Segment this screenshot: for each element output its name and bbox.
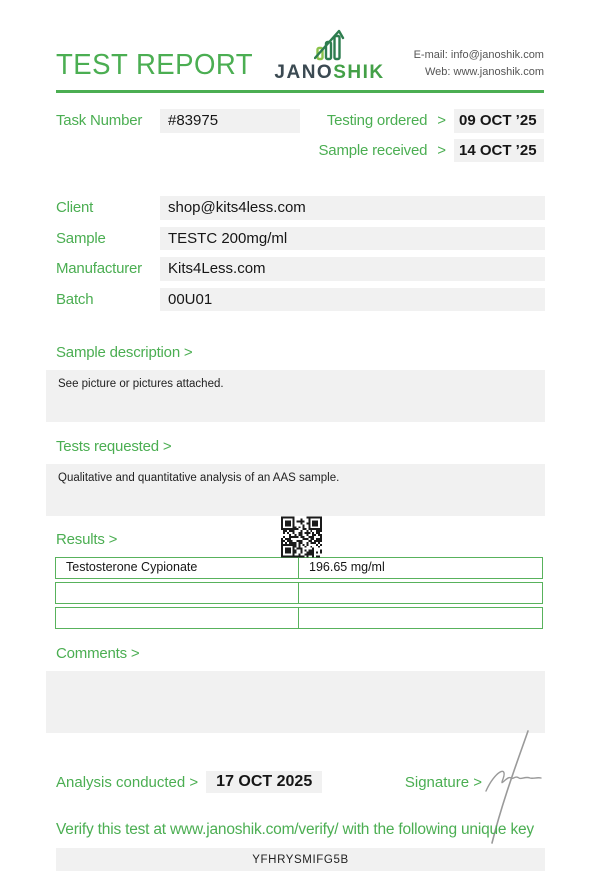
analysis-conducted-value: 17 OCT 2025 (206, 771, 322, 793)
result-concentration (299, 608, 542, 628)
manufacturer-row (56, 257, 545, 281)
contact-block (414, 47, 544, 82)
table-row (55, 607, 543, 629)
tests-requested-box: Qualitative and quantitative analysis of an AAS sample. (46, 464, 545, 516)
email-value: info@janoshik.com (450, 48, 544, 61)
contact-web-line (414, 64, 544, 82)
batch-label: Batch (56, 290, 94, 308)
contact-email-line (414, 47, 544, 65)
sample-received-value: 14 OCT ’25 (454, 139, 544, 163)
result-concentration: 196.65 mg/ml (309, 560, 385, 574)
testing-ordered-label: Testing ordered (326, 112, 428, 130)
page-title: TEST REPORT (56, 49, 254, 81)
manufacturer-label: Manufacturer (56, 260, 142, 278)
unique-key-value: YFHRYSMIFG5B (56, 848, 545, 871)
header (0, 0, 600, 82)
task-dates-row (56, 109, 544, 162)
testing-ordered-arrow: > (437, 112, 446, 130)
tests-requested-heading: Tests requested > (56, 438, 172, 455)
testing-ordered-value: 09 OCT ’25 (454, 109, 544, 133)
batch-row (56, 288, 545, 312)
sample-received-label: Sample received (318, 141, 428, 159)
result-substance: Testosterone Cypionate (56, 558, 299, 578)
comments-heading: Comments > (56, 645, 140, 662)
result-concentration (299, 583, 542, 603)
web-value: www.janoshik.com (453, 66, 544, 79)
analysis-conducted-label: Analysis conducted > (56, 773, 199, 791)
results-section (0, 516, 600, 629)
batch-value: 00U01 (160, 288, 545, 312)
janoshik-logo (274, 28, 384, 82)
results-heading: Results > (56, 531, 118, 548)
comments-box (46, 671, 545, 733)
sample-value: TESTC 200mg/ml (160, 227, 545, 251)
sample-description-heading: Sample description > (56, 344, 193, 361)
task-number-label: Task Number (56, 112, 143, 130)
verify-section (56, 821, 545, 871)
logo-text-jano: JANO (274, 62, 334, 83)
task-number-value: #83975 (160, 109, 300, 133)
table-row (55, 582, 543, 604)
sample-received-row (319, 139, 545, 163)
logo-wordmark (274, 63, 384, 82)
web-label: Web: (424, 66, 451, 79)
sample-info-block (56, 196, 545, 311)
header-divider (56, 90, 544, 93)
signature-label: Signature > (404, 773, 482, 791)
growth-chart-icon (314, 28, 346, 62)
qr-code (281, 515, 322, 559)
client-label: Client (56, 199, 94, 217)
client-row (56, 196, 545, 220)
sample-description-box: See picture or pictures attached. (46, 370, 545, 422)
footer-row (56, 771, 544, 793)
logo-text-shik: SHIK (333, 62, 385, 83)
result-substance (56, 608, 299, 628)
sample-label: Sample (56, 229, 106, 247)
client-value: shop@kits4less.com (160, 196, 545, 220)
email-label: E-mail: (413, 48, 448, 61)
verify-text: Verify this test at www.janoshik.com/verify/ with the following unique key (56, 821, 534, 838)
testing-ordered-row (319, 109, 545, 133)
dates-block (319, 109, 545, 162)
results-table (55, 557, 543, 629)
manufacturer-value: Kits4Less.com (160, 257, 545, 281)
result-substance (56, 583, 299, 603)
sample-row (56, 227, 545, 251)
task-number-row (56, 109, 300, 133)
table-row (55, 557, 543, 579)
sample-received-arrow: > (437, 141, 446, 159)
